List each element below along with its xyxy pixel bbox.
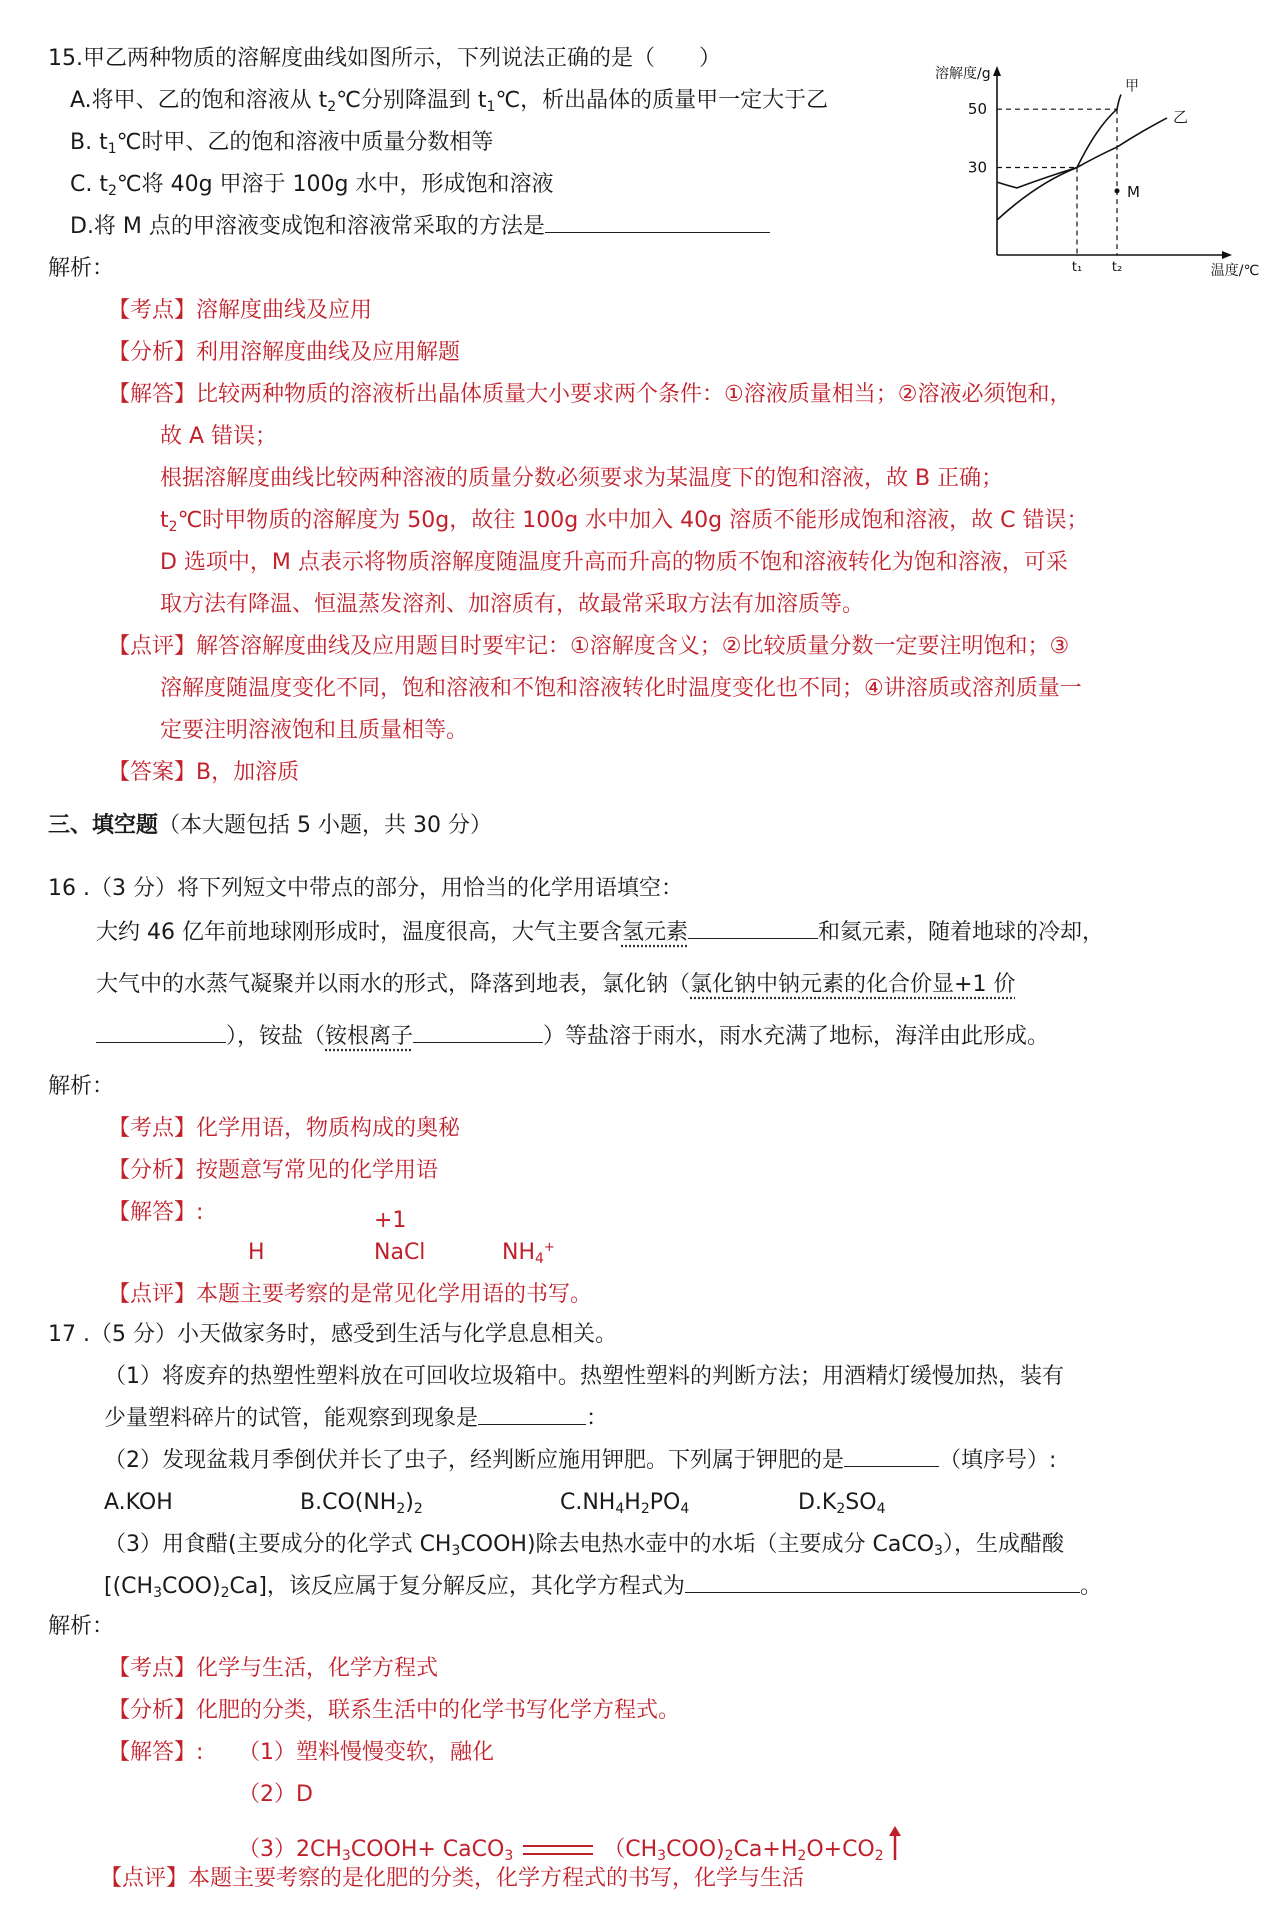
x-axis-label: 温度/℃ [1210, 263, 1260, 279]
q15-jieda-line: 故 A 错误； [160, 424, 278, 449]
text: B. t [70, 130, 108, 155]
tag: 【点评】 [108, 1282, 197, 1307]
sub: 2 [107, 183, 117, 199]
q16-answer-nh4 [502, 1240, 555, 1267]
sub: 1 [486, 99, 496, 115]
q17-option-c [560, 1490, 690, 1517]
text: B，加溶质 [196, 760, 300, 785]
q16-line3 [96, 1026, 1049, 1048]
q16-answer-nacl: NaCl [374, 1240, 426, 1265]
text: t [160, 508, 169, 533]
solubility-chart [905, 50, 1260, 285]
series-curve-yi [997, 118, 1167, 188]
text: （3）用食醋(主要成分的化学式 CH [104, 1532, 452, 1557]
sub: 4 [615, 1501, 625, 1517]
sub: 2 [220, 1585, 230, 1601]
text: （3）2CH [238, 1837, 342, 1862]
text: 利用溶解度曲线及应用解题 [196, 340, 461, 365]
sub: 2 [413, 1501, 423, 1517]
x-tick-label: t₂ [1111, 260, 1123, 275]
tag: 【解答】 [108, 382, 197, 407]
m-point-label: M [1127, 182, 1140, 201]
sub: 2 [724, 1848, 734, 1864]
tag: 【分析】 [108, 1698, 197, 1723]
text: B.CO(NH [300, 1490, 397, 1515]
sub: 3 [504, 1848, 514, 1864]
sub: 2 [396, 1501, 406, 1517]
text: : [196, 1740, 204, 1765]
text: SO [845, 1490, 877, 1515]
text: （CH [603, 1837, 658, 1862]
text: D.K [798, 1490, 837, 1515]
sup: + [543, 1240, 555, 1255]
text: 。 [1079, 1574, 1102, 1599]
answer-blank [413, 1041, 543, 1043]
sub: 2 [640, 1501, 650, 1517]
series-curve-jia [997, 95, 1121, 220]
tag: 【考点】 [108, 298, 197, 323]
dotted-text: 氢元素 [621, 920, 688, 945]
text: : [196, 1200, 204, 1225]
text: ) [405, 1490, 414, 1515]
section-heading [48, 815, 492, 837]
q16-answer-h: H [248, 1240, 265, 1265]
q15-dianping [108, 636, 1069, 658]
q17-part3-line1 [104, 1532, 1064, 1559]
dotted-text: 氯化钠中钠元素的化合价显+1 价 [690, 972, 1016, 997]
text: Ca+H [733, 1837, 798, 1862]
sub: 2 [327, 99, 337, 115]
sub: 2 [168, 519, 178, 535]
tag: 【分析】 [108, 1158, 197, 1183]
text: 大气中的水蒸气凝聚并以雨水的形式，降落到地表，氯化钠（ [96, 972, 691, 997]
q15-kaodian [108, 300, 372, 322]
tag: 【分析】 [108, 340, 197, 365]
q16-kaodian [108, 1118, 460, 1140]
text: NH [502, 1240, 535, 1265]
text: D.将 M 点的甲溶液变成饱和溶液常采取的方法是 [70, 214, 545, 239]
q17-dianping [100, 1868, 804, 1890]
text: ）等盐溶于雨水，雨水充满了地标，海洋由此形成。 [543, 1024, 1050, 1049]
q16-valence: +1 [374, 1208, 407, 1233]
series-label-yi: 乙 [1173, 107, 1189, 126]
sub: 3 [657, 1848, 667, 1864]
x-axis-arrow [1222, 251, 1232, 259]
q16-jieda [108, 1202, 203, 1224]
tag: 【解答】 [108, 1740, 197, 1765]
text: ℃时甲、乙的饱和溶液中质量分数相等 [116, 130, 494, 155]
q15-option-b [70, 130, 494, 157]
q15-jieda-line: 根据溶解度曲线比较两种溶液的质量分数必须要求为某温度下的饱和溶液，故 B 正确； [160, 466, 1004, 491]
q15-dianping-line: 溶解度随温度变化不同，饱和溶液和不饱和溶液转化时温度变化也不同；④讲溶质或溶剂质量一 [160, 676, 1082, 701]
text: COOH)除去电热水壶中的水垢（主要成分 CaCO [460, 1532, 935, 1557]
q15-analysis-label: 解析： [48, 256, 115, 281]
m-point [1115, 188, 1120, 193]
q17-jieda [108, 1742, 203, 1764]
sub: 2 [797, 1848, 807, 1864]
text: COOH+ CaCO [350, 1837, 505, 1862]
q15-option-c [70, 172, 554, 199]
answer-blank [545, 231, 770, 233]
q17-answer-2: （2）D [238, 1782, 313, 1807]
dotted-text: 铵根离子 [325, 1024, 414, 1049]
answer-blank [478, 1423, 586, 1425]
q16-stem: 16 .（3 分）将下列短文中带点的部分，用恰当的化学用语填空： [48, 876, 683, 901]
tag: 【点评】 [100, 1866, 189, 1891]
sub: 3 [934, 1543, 943, 1559]
text: 解答溶解度曲线及应用题目时要牢记：①溶解度含义；②比较质量分数一定要注明饱和；③ [196, 634, 1070, 659]
q16-analysis-label: 解析： [48, 1074, 115, 1099]
sub: 2 [836, 1501, 846, 1517]
text: 化肥的分类，联系生活中的化学书写化学方程式。 [196, 1698, 681, 1723]
q15-dianping-line: 定要注明溶液饱和且质量相等。 [160, 718, 469, 743]
sub: 4 [876, 1501, 886, 1517]
q17-stem: 17 .（5 分）小天做家务时，感受到生活与化学息息相关。 [48, 1322, 617, 1347]
text: H [624, 1490, 641, 1515]
q16-line1 [96, 922, 1104, 944]
gas-arrow-icon [888, 1826, 902, 1865]
q17-part2 [104, 1450, 1056, 1472]
y-axis-arrow [993, 66, 1001, 76]
q17-analysis-label: 解析： [48, 1614, 115, 1639]
text: A.将甲、乙的饱和溶液从 t [70, 88, 328, 113]
answer-blank [685, 1591, 1080, 1593]
answer-blank [844, 1465, 939, 1467]
text: COO) [666, 1837, 725, 1862]
text: ），生成醋酸 [942, 1532, 1064, 1557]
y-tick-label: 30 [967, 158, 987, 177]
text: 化学与生活，化学方程式 [196, 1656, 439, 1681]
q17-part1-line2 [104, 1408, 608, 1430]
q15-stem: 15.甲乙两种物质的溶解度曲线如图所示，下列说法正确的是（ ） [48, 46, 721, 71]
text: （2）发现盆栽月季倒伏并长了虫子，经判断应施用钾肥。下列属于钾肥的是 [104, 1448, 844, 1473]
sub: 4 [535, 1251, 544, 1267]
q17-part1-line1: （1）将废弃的热塑性塑料放在可回收垃圾箱中。热塑性塑料的判断方法；用酒精灯缓慢加热，装有 [104, 1364, 1065, 1389]
section-title: 三、填空题 [48, 813, 159, 838]
series-label-jia: 甲 [1125, 78, 1139, 95]
q17-answer-3 [238, 1826, 902, 1865]
q16-dianping [108, 1284, 592, 1306]
tag: 【考点】 [108, 1656, 197, 1681]
tag: 【解答】 [108, 1200, 197, 1225]
q17-part3-line2 [104, 1574, 1102, 1601]
text: 溶解度曲线及应用 [196, 298, 373, 323]
sub: 4 [680, 1501, 690, 1517]
q15-fenxi [108, 342, 460, 364]
q15-jieda [108, 384, 1071, 406]
text: C. t [70, 172, 108, 197]
text: ℃时甲物质的溶解度为 50g，故往 100g 水中加入 40g 溶质不能形成饱和溶液，故 C 错误； [177, 508, 1089, 533]
sub: 2 [874, 1848, 884, 1864]
text: 本题主要考察的是常见化学用语的书写。 [196, 1282, 593, 1307]
text: Ca]，该反应属于复分解反应，其化学方程式为 [229, 1574, 685, 1599]
tag: 【点评】 [108, 634, 197, 659]
text: ），铵盐（ [226, 1024, 326, 1049]
tag: 【考点】 [108, 1116, 197, 1141]
answer-blank [688, 937, 818, 939]
q17-option-a: A.KOH [104, 1490, 173, 1515]
y-tick-label: 50 [967, 100, 987, 119]
text: ： [586, 1406, 609, 1431]
tag: 【答案】 [108, 760, 197, 785]
q15-option-a [70, 88, 829, 115]
q17-answer-1: （1）塑料慢慢变软，融化 [238, 1740, 494, 1765]
q16-line2 [96, 974, 1015, 996]
q15-jieda-line: 取方法有降温、恒温蒸发溶剂、加溶质有，故最常采取方法有加溶质等。 [160, 592, 865, 617]
sub: 1 [107, 141, 117, 157]
sub: 3 [153, 1585, 162, 1601]
q17-kaodian [108, 1658, 438, 1680]
text: 大约 46 亿年前地球刚形成时，温度很高，大气主要含 [96, 920, 622, 945]
text: 比较两种物质的溶液析出晶体质量大小要求两个条件：①溶液质量相当；②溶液必须饱和， [196, 382, 1072, 407]
q17-fenxi [108, 1700, 680, 1722]
sub: 3 [451, 1543, 461, 1559]
q17-option-d [798, 1490, 886, 1517]
section-note: （本大题包括 5 小题，共 30 分） [158, 813, 492, 838]
text: （填序号）: [939, 1448, 1057, 1473]
q15-answer [108, 762, 299, 784]
text: ℃，析出晶体的质量甲一定大于乙 [495, 88, 829, 113]
text: 化学用语，物质构成的奥秘 [196, 1116, 461, 1141]
q15-option-d [70, 216, 770, 238]
text: COO) [162, 1574, 221, 1599]
text: [(CH [104, 1574, 154, 1599]
equals-sign [523, 1845, 593, 1855]
text: PO [649, 1490, 681, 1515]
q15-jieda-line: D 选项中，M 点表示将物质溶解度随温度升高而升高的物质不饱和溶液转化为饱和溶液，可采 [160, 550, 1068, 575]
q16-fenxi [108, 1160, 438, 1182]
text: C.NH [560, 1490, 616, 1515]
text: 本题主要考察的是化肥的分类，化学方程式的书写，化学与生活 [188, 1866, 805, 1891]
q17-option-b [300, 1490, 423, 1517]
x-tick-label: t₁ [1071, 260, 1083, 275]
y-axis-label: 溶解度/g [935, 66, 991, 82]
sub: 3 [341, 1848, 351, 1864]
text: 和氦元素，随着地球的冷却， [818, 920, 1105, 945]
text: ℃分别降温到 t [336, 88, 487, 113]
text: O+CO [806, 1837, 875, 1862]
q15-jieda-line [160, 508, 1089, 535]
text: 按题意写常见的化学用语 [196, 1158, 439, 1183]
text: 少量塑料碎片的试管，能观察到现象是 [104, 1406, 479, 1431]
text: ℃将 40g 甲溶于 100g 水中，形成饱和溶液 [116, 172, 554, 197]
answer-blank [96, 1041, 226, 1043]
